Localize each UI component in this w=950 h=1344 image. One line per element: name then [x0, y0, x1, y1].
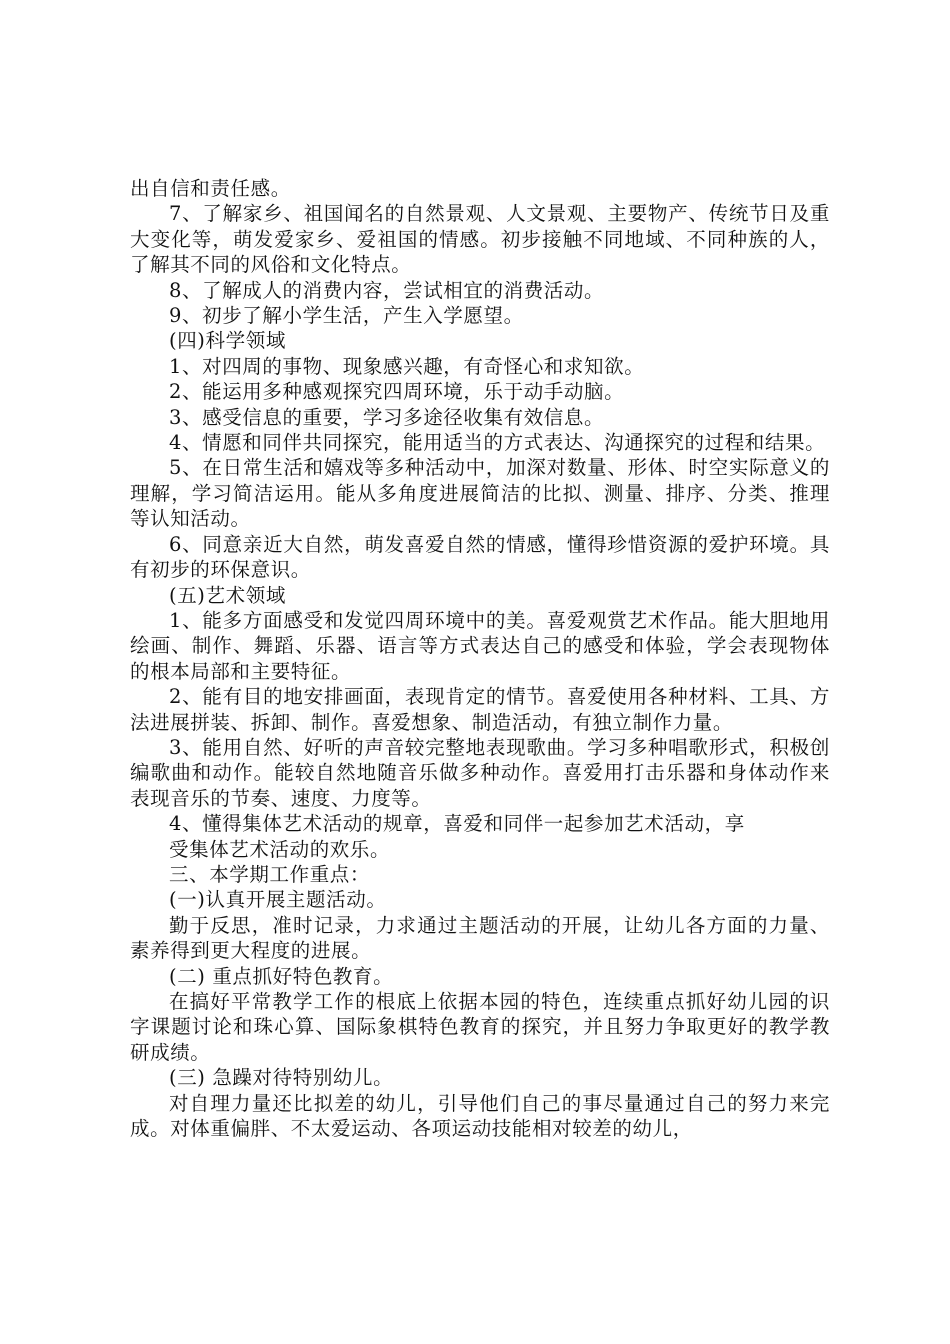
paragraph: 2、能运用多种感观探究四周环境，乐于动手动脑。: [169, 380, 625, 404]
paragraph: 3、感受信息的重要，学习多途径收集有效信息。: [169, 405, 605, 429]
paragraph: 受集体艺术活动的欢乐。: [169, 837, 391, 861]
paragraph: 6、同意亲近大自然，萌发喜爱自然的情感，懂得珍惜资源的爱护环境。具有初步的环保意识。: [130, 532, 830, 582]
paragraph: 2、能有目的地安排画面，表现肯定的情节。喜爱使用各种材料、工具、方法进展拼装、拆卸、制作。喜爱想象、制造活动，有独立制作力量。: [130, 685, 830, 734]
section-heading: (四)科学领域: [169, 329, 286, 353]
paragraph: 7、了解家乡、祖国闻名的自然景观、人文景观、主要物产、传统节日及重大变化等，萌发爱家乡、爱祖国的情感。初步接触不同地域、不同种族的人，了解其不同的风俗和文化特点。: [130, 202, 830, 277]
paragraph: 1、对四周的事物、现象感兴趣，有奇怪心和求知欲。: [169, 354, 645, 378]
section-heading: (五)艺术领域: [169, 583, 286, 607]
section-heading: 三、本学期工作重点：: [169, 862, 371, 886]
paragraph: 4、情愿和同伴共同探究，能用适当的方式表达、沟通探究的过程和结果。: [169, 431, 826, 455]
paragraph: 8、了解成人的消费内容，尝试相宜的消费活动。: [169, 278, 605, 302]
subsection-heading: (一)认真开展主题活动。: [169, 888, 387, 912]
paragraph: 出自信和责任感。: [130, 177, 291, 200]
paragraph: 5、在日常生活和嬉戏等多种活动中，加深对数量、形体、时空实际意义的理解，学习简洁运用。能从多角度进展简洁的比拟、测量、排序、分类、推理等认知活动。: [130, 456, 830, 531]
paragraph: 对自理力量还比拟差的幼儿，引导他们自己的事尽量通过自己的努力来完成。对体重偏胖、不太爱运动、各项运动技能相对较差的幼儿，: [130, 1091, 830, 1141]
paragraph: 1、能多方面感受和发觉四周环境中的美。喜爱观赏艺术作品。能大胆地用绘画、制作、舞蹈、乐器、语言等方式表达自己的感受和体验，学会表现物体的根本局部和主要特征。: [130, 608, 830, 683]
subsection-heading: (三) 急躁对待特别幼儿。: [169, 1066, 394, 1090]
paragraph: 9、初步了解小学生活，产生入学愿望。: [169, 304, 524, 328]
paragraph: 在搞好平常教学工作的根底上依据本园的特色，连续重点抓好幼儿园的识字课题讨论和珠心算、国际象棋特色教育的探究，并且努力争取更好的教学教研成绩。: [130, 990, 830, 1064]
paragraph: 4、懂得集体艺术活动的规章，喜爱和同伴一起参加艺术活动，享: [169, 812, 745, 836]
document-page: [130, 176, 830, 1141]
paragraph: 3、能用自然、好听的声音较完整地表现歌曲。学习多种唱歌形式，积极创编歌曲和动作。能较自然地随音乐做多种动作。喜爱用打击乐器和身体动作来表现音乐的节奏、速度、力度等。: [130, 735, 830, 810]
subsection-heading: (二) 重点抓好特色教育。: [169, 964, 394, 988]
paragraph: 勤于反思，准时记录，力求通过主题活动的开展，让幼儿各方面的力量、素养得到更大程度的进展。: [130, 913, 830, 963]
